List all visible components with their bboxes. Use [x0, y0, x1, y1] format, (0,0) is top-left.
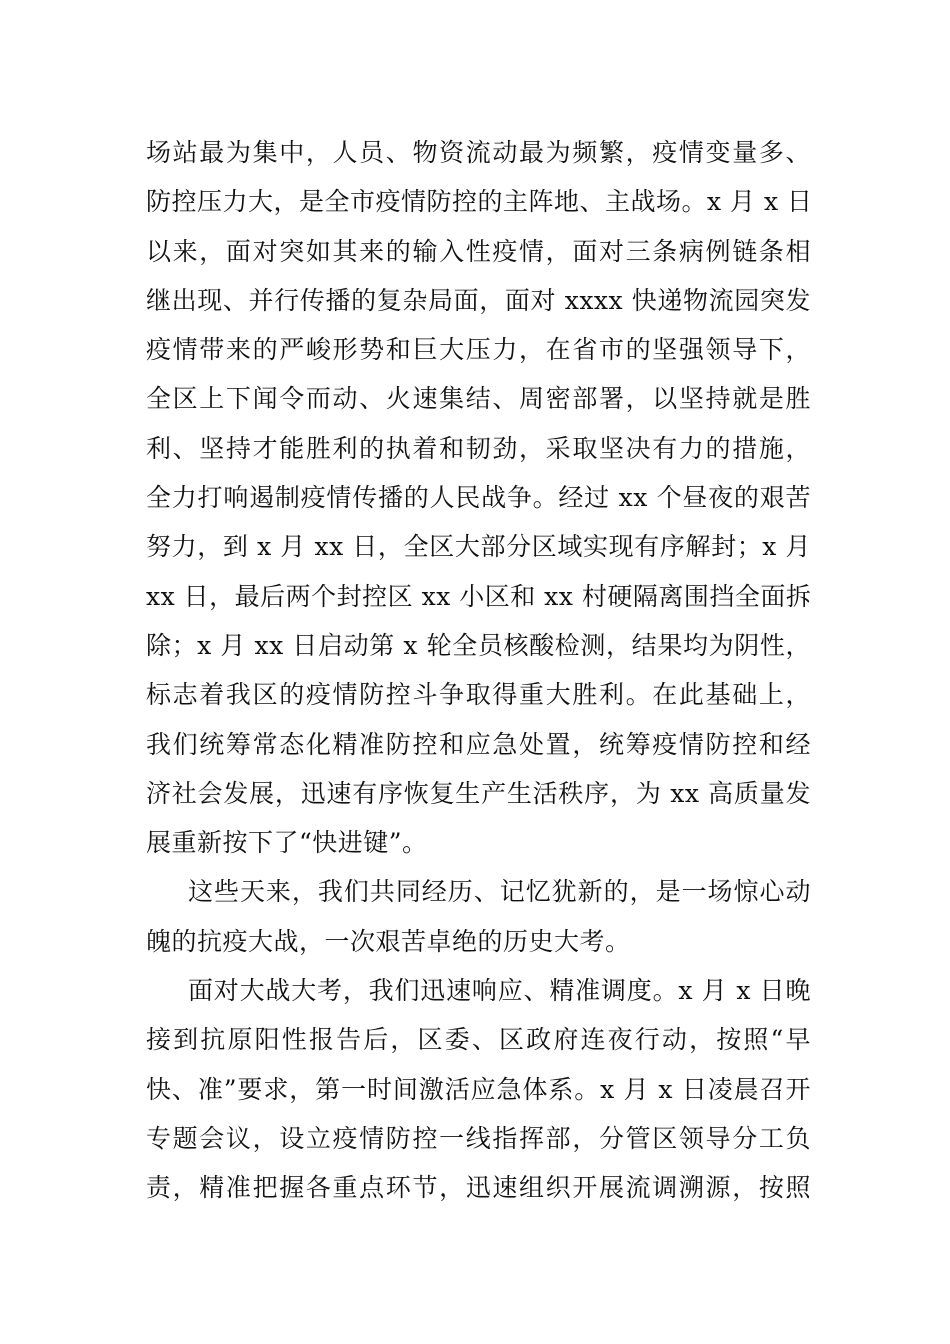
text-line: 接到抗原阳性报告后，区委、区政府连夜行动，按照“早 — [146, 1025, 811, 1055]
text-line: 利、坚持才能胜利的执着和韧劲，采取坚决有力的措施， — [146, 433, 811, 463]
text-line: 魄的抗疫大战，一次艰苦卓绝的历史大考。 — [146, 926, 631, 956]
paragraph-2 — [146, 867, 811, 966]
text-line: 疫情带来的严峻形势和巨大压力，在省市的坚强领导下， — [146, 335, 811, 365]
text-line: xx 日，最后两个封控区 xx 小区和 xx 村硬隔离围挡全面拆 — [146, 581, 812, 611]
text-line: 济社会发展，迅速有序恢复生产生活秩序，为 xx 高质量发 — [146, 778, 811, 808]
text-line: 我们统筹常态化精准防控和应急处置，统筹疫情防控和经 — [146, 729, 811, 759]
text-line: 防控压力大，是全市疫情防控的主阵地、主战场。x 月 x 日 — [146, 187, 813, 217]
text-line: 标志着我区的疫情防控斗争取得重大胜利。在此基础上， — [146, 680, 811, 710]
paragraph-1 — [146, 128, 811, 867]
text-line: 展重新按下了“快进键”。 — [146, 828, 428, 858]
text-line: 这些天来，我们共同经历、记忆犹新的，是一场惊心动 — [188, 877, 811, 907]
text-line: 全区上下闻令而动、火速集结、周密部署，以坚持就是胜 — [146, 384, 811, 414]
text-line: 努力，到 x 月 xx 日，全区大部分区域实现有序解封；x 月 — [146, 532, 811, 562]
text-line: 全力打响遏制疫情传播的人民战争。经过 xx 个昼夜的艰苦 — [146, 483, 811, 513]
paragraph-3 — [146, 966, 811, 1212]
text-line: 场站最为集中，人员、物资流动最为频繁，疫情变量多、 — [146, 138, 811, 167]
text-line: 以来，面对突如其来的输入性疫情，面对三条病例链条相 — [146, 236, 811, 266]
text-line: 快、准”要求，第一时间激活应急体系。x 月 x 日凌晨召开 — [146, 1074, 811, 1104]
text-line: 继出现、并行传播的复杂局面，面对 xxxx 快递物流园突发 — [146, 285, 811, 315]
text-line: 面对大战大考，我们迅速响应、精准调度。x 月 x 日晚 — [188, 976, 811, 1006]
text-line: 专题会议，设立疫情防控一线指挥部，分管区领导分工负 — [146, 1123, 811, 1153]
text-line: 责，精准把握各重点环节，迅速组织开展流调溯源，按照 — [146, 1173, 811, 1203]
text-line: 除；x 月 xx 日启动第 x 轮全员核酸检测，结果均为阴性， — [146, 630, 811, 660]
document-body — [146, 128, 811, 1213]
